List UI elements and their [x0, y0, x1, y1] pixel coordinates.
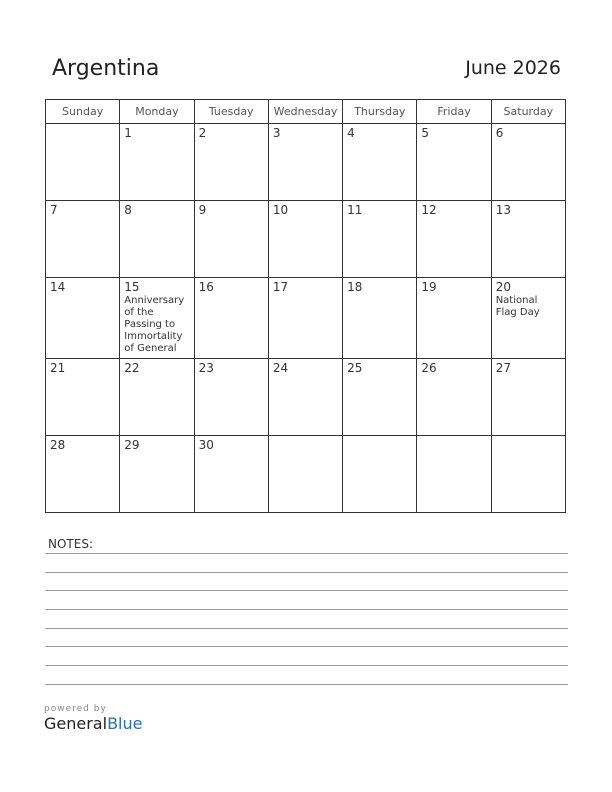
day-cell — [120, 278, 194, 359]
country-title: Argentina — [52, 56, 160, 81]
day-cell — [268, 436, 342, 513]
day-cell — [491, 201, 565, 278]
day-cell — [417, 436, 491, 513]
day-number: 6 — [495, 126, 504, 140]
day-number: 2 — [198, 126, 207, 140]
day-number: 13 — [495, 203, 511, 217]
week-row — [46, 278, 566, 359]
day-number: 30 — [198, 438, 214, 452]
day-number: 14 — [50, 280, 66, 294]
day-number: 19 — [421, 280, 437, 294]
holiday-label: Anniversary of the Passing to Immortality of General — [124, 295, 185, 354]
day-number: 29 — [124, 438, 140, 452]
day-number: 16 — [198, 280, 214, 294]
note-line — [45, 684, 568, 685]
day-number: 27 — [495, 361, 511, 375]
calendar-header — [0, 0, 612, 100]
day-cell — [417, 359, 491, 436]
day-cell — [194, 278, 268, 359]
day-cell — [120, 359, 194, 436]
weekday-saturday: Saturday — [491, 100, 565, 124]
holiday-label: National Flag Day — [495, 295, 540, 318]
note-line — [45, 553, 568, 554]
day-number: 24 — [272, 361, 289, 375]
day-number: 4 — [347, 126, 355, 140]
day-number: 12 — [421, 203, 437, 217]
weekday-header-row — [46, 100, 566, 124]
day-cell — [343, 359, 417, 436]
day-cell — [194, 436, 268, 513]
day-cell — [491, 278, 565, 359]
note-line — [45, 628, 568, 629]
brand-blue: Blue — [107, 714, 143, 733]
day-number: 25 — [347, 361, 363, 375]
day-number: 17 — [272, 280, 289, 294]
day-number: 21 — [50, 361, 66, 375]
day-number: 3 — [272, 126, 281, 140]
day-number: 7 — [50, 203, 58, 217]
day-number: 23 — [198, 361, 214, 375]
brand-logo — [44, 714, 142, 733]
day-cell — [46, 201, 120, 278]
month-year-title: June 2026 — [465, 57, 561, 79]
note-line — [45, 609, 568, 610]
day-cell — [268, 201, 342, 278]
day-number: 22 — [124, 361, 140, 375]
calendar-grid — [45, 99, 566, 513]
day-number: 28 — [50, 438, 66, 452]
day-cell — [46, 436, 120, 513]
day-cell — [343, 124, 417, 201]
footer-branding — [44, 704, 142, 733]
day-cell — [46, 359, 120, 436]
powered-by-text: powered by — [44, 704, 107, 714]
week-row — [46, 436, 566, 513]
day-cell — [343, 278, 417, 359]
day-number: 20 — [495, 280, 511, 294]
day-cell — [194, 124, 268, 201]
week-row — [46, 201, 566, 278]
day-cell — [46, 278, 120, 359]
note-line — [45, 665, 568, 666]
day-number: 1 — [124, 126, 132, 140]
day-number: 10 — [272, 203, 289, 217]
weekday-tuesday: Tuesday — [194, 100, 268, 124]
weekday-wednesday: Wednesday — [268, 100, 342, 124]
day-cell — [417, 201, 491, 278]
week-row — [46, 359, 566, 436]
day-cell — [120, 436, 194, 513]
day-cell — [268, 278, 342, 359]
day-number: 15 — [124, 280, 140, 294]
day-number: 11 — [347, 203, 363, 217]
brand-general: General — [44, 714, 108, 733]
weekday-sunday: Sunday — [46, 100, 120, 124]
day-cell — [46, 124, 120, 201]
note-line — [45, 590, 568, 591]
day-cell — [120, 124, 194, 201]
day-cell — [194, 201, 268, 278]
day-number: 18 — [347, 280, 363, 294]
weekday-monday: Monday — [120, 100, 194, 124]
day-cell — [491, 359, 565, 436]
day-number: 5 — [421, 126, 430, 140]
day-number: 26 — [421, 361, 437, 375]
weekday-friday: Friday — [417, 100, 491, 124]
day-cell — [417, 278, 491, 359]
day-cell — [417, 124, 491, 201]
day-cell — [120, 201, 194, 278]
week-row — [46, 124, 566, 201]
day-number: 8 — [124, 203, 132, 217]
day-cell — [491, 436, 565, 513]
day-cell — [491, 124, 565, 201]
day-cell — [268, 359, 342, 436]
weekday-thursday: Thursday — [343, 100, 417, 124]
day-cell — [268, 124, 342, 201]
day-number: 9 — [198, 203, 207, 217]
note-line — [45, 572, 568, 573]
notes-label: NOTES: — [48, 537, 93, 551]
day-cell — [194, 359, 268, 436]
day-cell — [343, 436, 417, 513]
day-cell — [343, 201, 417, 278]
note-line — [45, 646, 568, 647]
